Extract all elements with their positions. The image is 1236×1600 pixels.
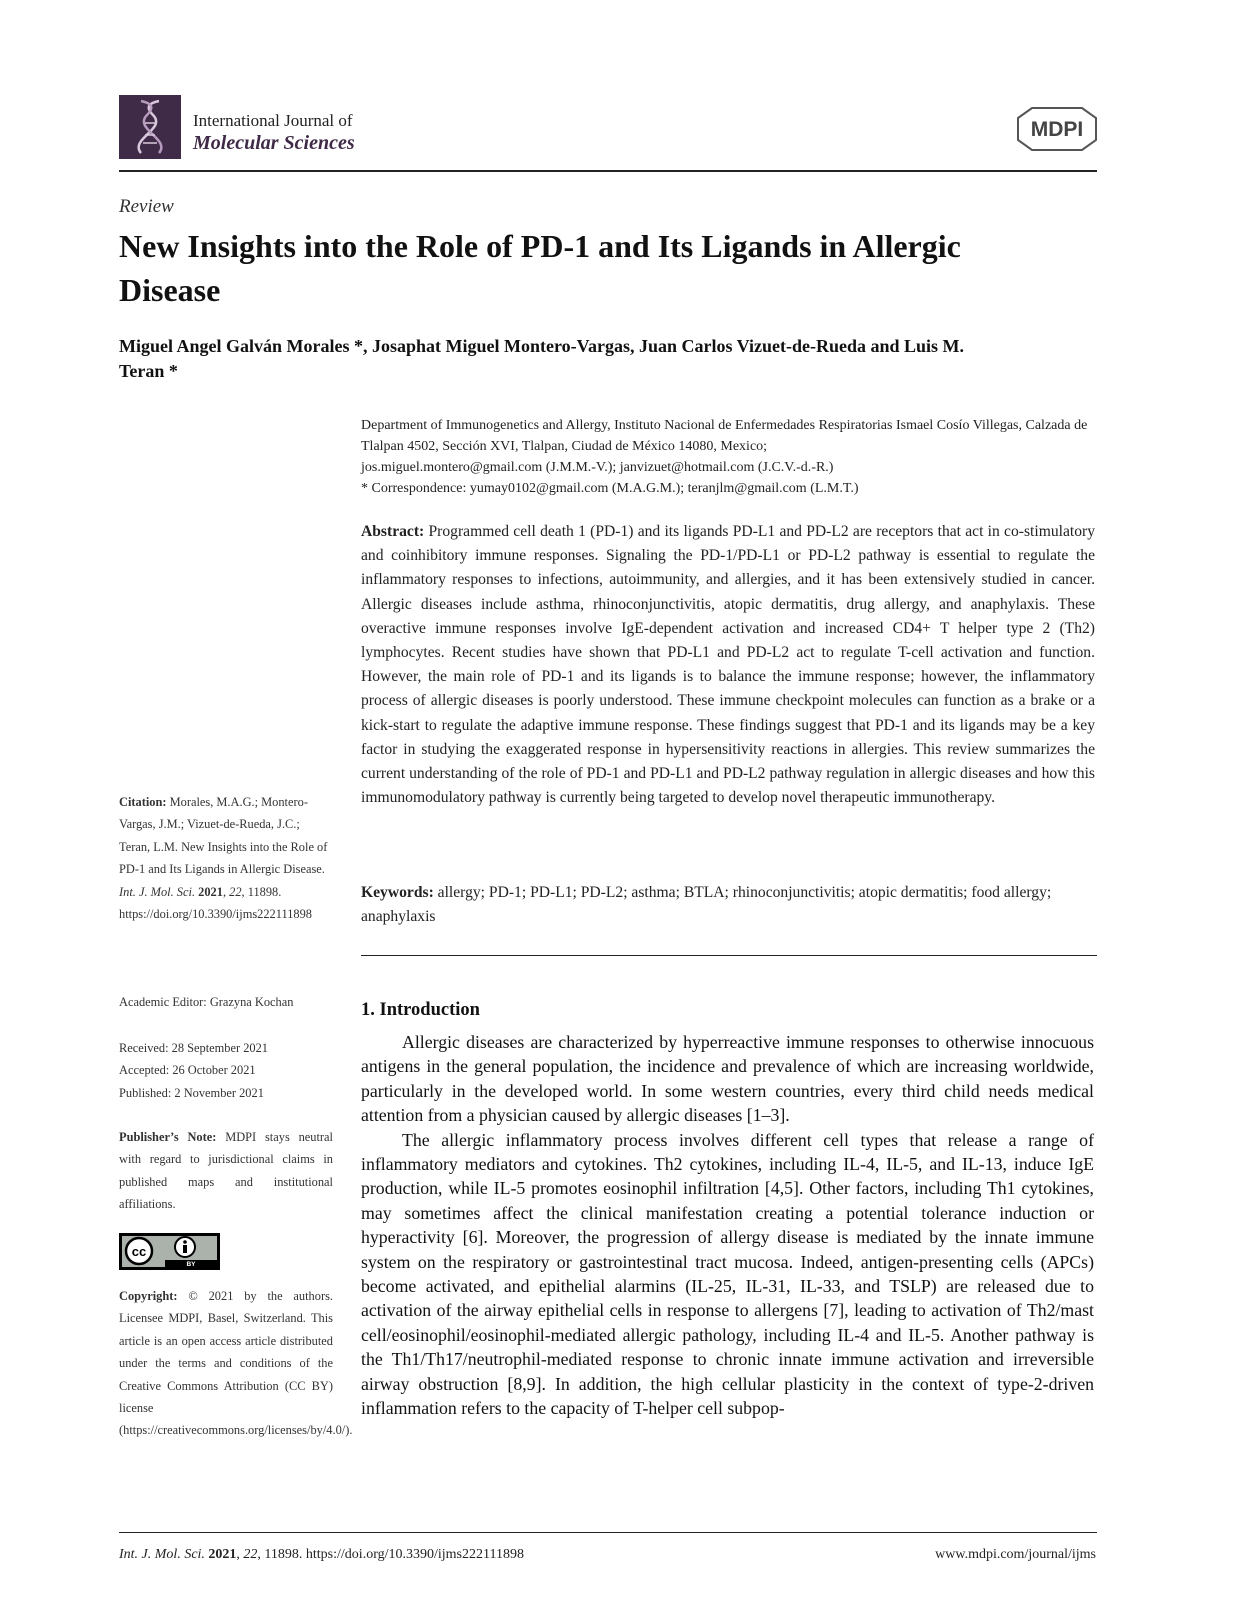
journal-logo xyxy=(119,95,181,159)
footer-website-link[interactable]: www.mdpi.com/journal/ijms xyxy=(935,1547,1096,1562)
keywords xyxy=(361,881,1095,929)
footer-year: 2021 xyxy=(208,1547,237,1562)
footer-journal: Int. J. Mol. Sci. xyxy=(119,1547,205,1562)
citation-text: Morales, M.A.G.; Montero-Vargas, J.M.; Vizuet-de-Rueda, J.C.; Teran, L.M. New Insights into the Role of PD-1 and Its Ligands in Allergic Disease. xyxy=(119,795,328,877)
dna-helix-icon xyxy=(119,95,181,159)
citation-journal: Int. J. Mol. Sci. xyxy=(119,884,196,899)
author-list: Miguel Angel Galván Morales *, Josaphat Miguel Montero-Vargas, Juan Carlos Vizuet-de-Rueda and Luis M. Teran * xyxy=(119,336,965,381)
introduction-body xyxy=(361,1030,1094,1421)
keywords-label: Keywords: xyxy=(361,884,434,901)
publisher-note-text: MDPI stays neutral with regard to jurisdictional claims in published maps and institutional affiliations. xyxy=(119,1130,333,1212)
author-emails: jos.miguel.montero@gmail.com (J.M.M.-V.); janvizuet@hotmail.com (J.C.V.-d.-R.) xyxy=(361,460,834,475)
header-rule xyxy=(119,170,1097,172)
copyright-block xyxy=(119,1285,353,1442)
svg-text:MDPI: MDPI xyxy=(1030,118,1084,141)
received-date: Received: 28 September 2021 xyxy=(119,1041,268,1055)
accepted-date: Accepted: 26 October 2021 xyxy=(119,1063,256,1078)
dates-block xyxy=(119,1037,333,1104)
paragraph: Allergic diseases are characterized by hyperreactive immune responses to otherwise innocuous antigens in the general population, the incidence and prevalence of which are increasing worldwide, particularly in the developed world. In some western countries, every third child needs medical attention from a physician caused by allergic diseases [1–3]. xyxy=(361,1032,1094,1126)
publisher-note xyxy=(119,1126,333,1216)
footer-citation: Int. J. Mol. Sci. 2021, 22, 11898. https://doi.org/10.3390/ijms222111898 xyxy=(119,1547,524,1562)
article-title: New Insights into the Role of PD-1 and Its Ligands in Allergic Disease xyxy=(119,228,961,308)
citation-volume: 22 xyxy=(229,884,242,899)
citation-year: 2021 xyxy=(198,884,223,899)
citation-label: Citation: xyxy=(119,795,167,809)
keywords-text: allergy; PD-1; PD-L1; PD-L2; asthma; BTLA; rhinoconjunctivitis; atopic dermatitis; food allergy; anaphylaxis xyxy=(361,884,1052,926)
footer-volume: 22 xyxy=(243,1547,258,1562)
cc-by-license-badge[interactable] xyxy=(119,1233,220,1270)
academic-editor: Academic Editor: Grazyna Kochan xyxy=(119,995,294,1009)
publisher-note-label: Publisher’s Note: xyxy=(119,1130,217,1144)
footer-doi-link[interactable]: , 11898. https://doi.org/10.3390/ijms222111898 xyxy=(257,1547,524,1562)
abstract-label: Abstract: xyxy=(361,523,425,540)
svg-text:cc: cc xyxy=(131,1244,147,1259)
copyright-label: Copyright: xyxy=(119,1289,178,1303)
paragraph: The allergic inflammatory process involves different cell types that release a range of inflammatory mediators and cytokines. Th2 cytokines, including IL-4, IL-5, and IL-13, induce IgE production, while IL-5 promotes eosinophil infiltration [4,5]. Other factors, including Th1 cytokines, may sometimes affect the clinical manifestation creating a potential tolerance induction or hyperactivity [6]. Moreover, the progression of allergy disease is mediated by the innate immune system on the respiratory or gastrointestinal tract mucosa. Indeed, antigen-presenting cells (APCs) become activated, and epithelial alarmins (IL-25, IL-31, IL-33, and TSLP) are released due to activation of the airway epithelial cells in response to allergens [7], leading to activation of Th2/mast cell/eosinophil/eosinophil-mediated allergic pathology, including IL-4 and IL-5. Another pathway is the Th1/Th17/neutrophil-mediated response to chronic innate immune activation and irreversible airway obstruction [8,9]. In addition, the high cellular plasticity in the context of type-2-driven inflammation refers to the capacity of T-helper cell subpop- xyxy=(361,1129,1094,1419)
journal-name xyxy=(193,110,513,154)
journal-name-line1: International Journal of xyxy=(193,111,353,130)
mdpi-hexagon-icon xyxy=(1014,104,1100,154)
correspondence: * Correspondence: yumay0102@gmail.com (M.A.G.M.); teranjlm@gmail.com (L.M.T.) xyxy=(361,481,859,496)
footer-rule xyxy=(119,1532,1097,1533)
copyright-text: © 2021 by the authors. Licensee MDPI, Basel, Switzerland. This article is an open access article distributed under the terms and conditions of the Creative Commons Attribution (CC BY) license (https://creativecommons.org/licenses/by/4.0/). xyxy=(119,1289,353,1438)
published-date: Published: 2 November 2021 xyxy=(119,1085,264,1100)
abstract xyxy=(361,520,1095,810)
abstract-text: Programmed cell death 1 (PD-1) and its ligands PD-L1 and PD-L2 are receptors that act in co-stimulatory and coinhibitory immune responses. Signaling the PD-1/PD-L1 or PD-L2 pathway is essential to regulate the inflammatory responses to infections, autoimmunity, and allergies, and it has been extensively studied in cancer. Allergic diseases include asthma, rhinoconjunctivitis, atopic dermatitis, drug allergy, and anaphylaxis. These overactive immune responses involve IgE-dependent activation and increased CD4+ T helper type 2 (Th2) lymphocytes. Recent studies have shown that PD-L1 and PD-L2 act to regulate T-cell activation and function. However, the main role of PD-1 and its ligands is to balance the immune response; however, the inflammatory process of allergic diseases is poorly understood. These immune checkpoint molecules can function as a brake or a kick-start to regulate the adaptive immune response. These findings suggest that PD-1 and its ligands may be a key factor in studying the exaggerated response in hypersensitivity reactions in allergies. This review summarizes the current understanding of the role of PD-1 and PD-L1 and PD-L2 pathway regulation in allergic diseases and how this immunomodulatory pathway is currently being targeted to develop novel therapeutic immunotherapy. xyxy=(361,523,1095,807)
affiliation-block xyxy=(361,415,1096,499)
citation-block: Citation: Morales, M.A.G.; Montero-Vargas, J.M.; Vizuet-de-Rueda, J.C.; Teran, L.M. New Insights into the Role of PD-1 and Its Ligands in Allergic Disease. Int. J. Mol. Sci. 2021, 22, 11898. https://doi.org/10.3390/ijms222111898 xyxy=(119,795,328,922)
section-divider xyxy=(361,955,1097,956)
journal-name-line2: Molecular Sciences xyxy=(193,132,355,154)
article-type: Review xyxy=(119,196,174,217)
mdpi-logo xyxy=(1014,104,1100,154)
affiliation-text: Department of Immunogenetics and Allergy, Instituto Nacional de Enfermedades Respiratorias Ismael Cosío Villegas, Calzada de Tlalpan 4502, Sección XVI, Tlalpan, Ciudad de México 14080, Mexico; xyxy=(361,418,1088,454)
citation-doi[interactable]: , 11898. https://doi.org/10.3390/ijms222111898 xyxy=(119,884,312,922)
section-heading-introduction: 1. Introduction xyxy=(361,1000,480,1020)
svg-text:BY: BY xyxy=(186,1261,196,1268)
